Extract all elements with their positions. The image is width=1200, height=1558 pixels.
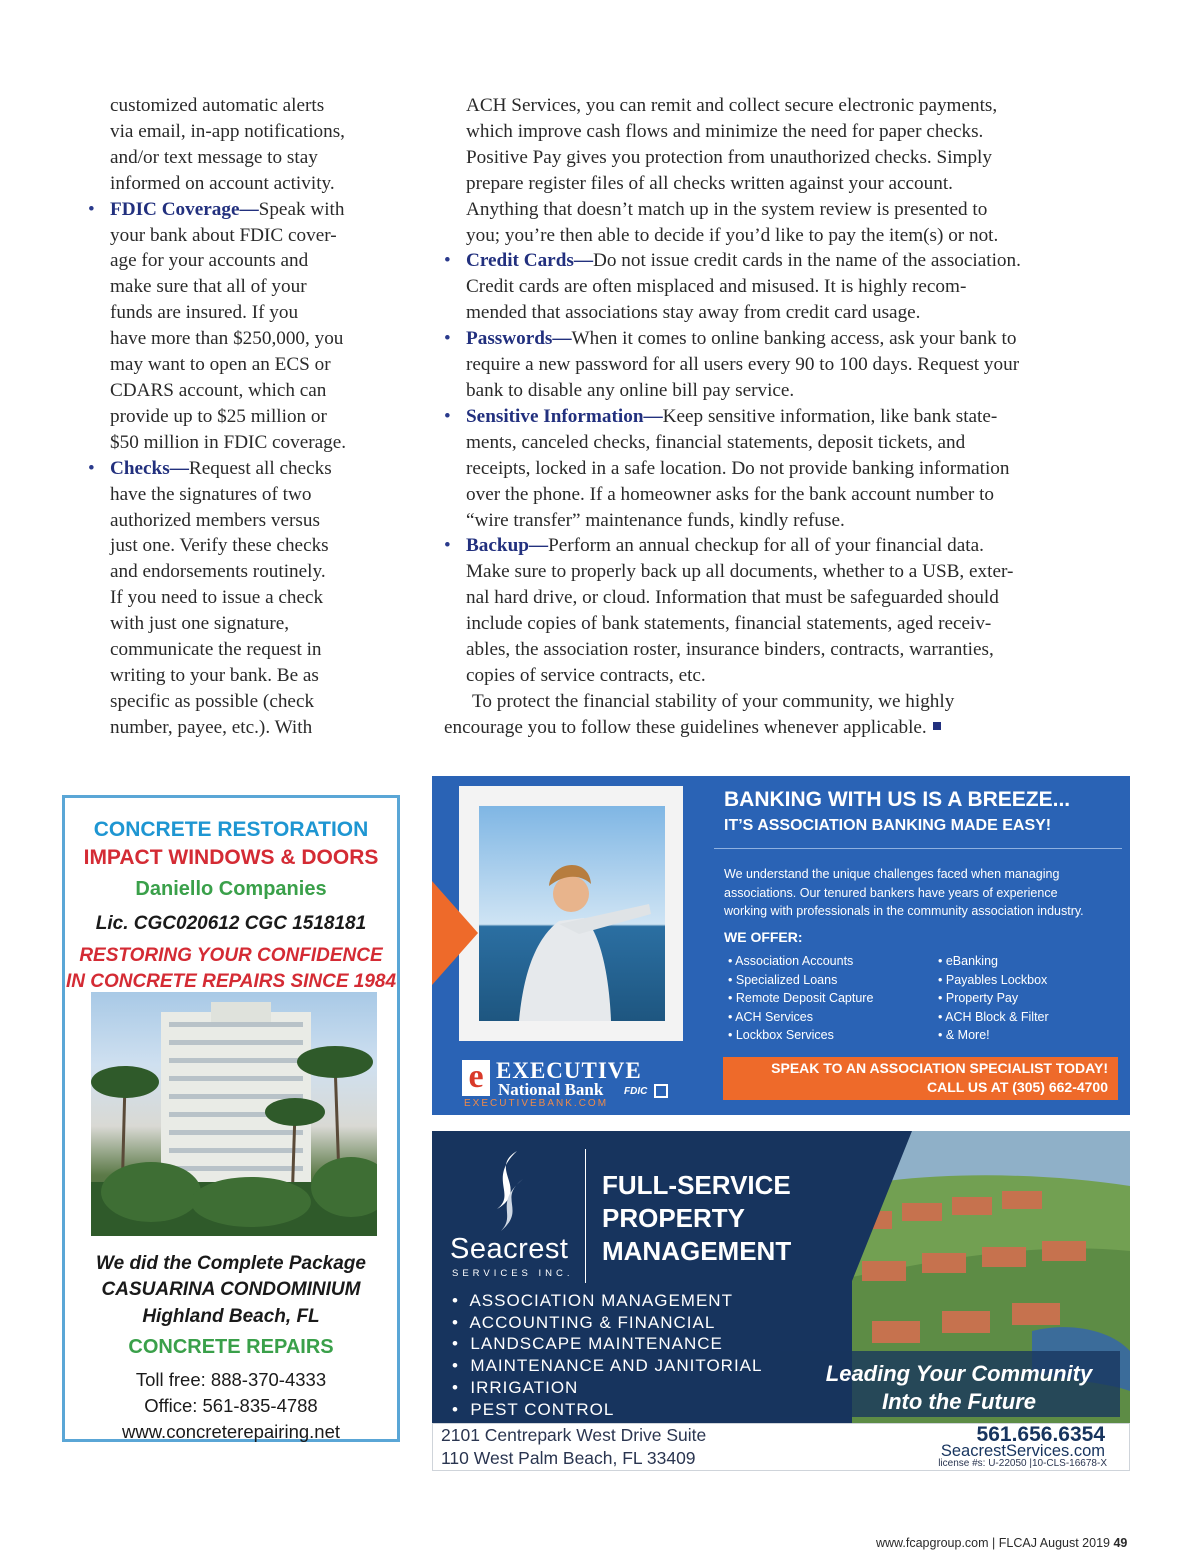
- text-line: have more than $250,000, you: [110, 328, 344, 350]
- seacrest-phone[interactable]: 561.656.6354: [976, 1423, 1105, 1446]
- slogan-line: Leading Your Community: [825, 1361, 1093, 1386]
- text-line: bank to disable any online bill pay service.: [466, 379, 795, 401]
- cta-line: SPEAK TO AN ASSOCIATION SPECIALIST TODAY!: [771, 1060, 1108, 1076]
- text-line: writing to your bank. Be as: [110, 664, 319, 686]
- ad-line: IMPACT WINDOWS & DOORS: [83, 846, 379, 869]
- offer-text: Remote Deposit Capture: [735, 991, 874, 1005]
- text-line: prepare register files of all checks written against your account.: [466, 172, 953, 194]
- divider: [714, 848, 1122, 849]
- woman-illustration: [479, 806, 665, 1021]
- orange-arrow-icon: [432, 881, 478, 985]
- text-line: If you need to issue a check: [110, 587, 324, 609]
- ad-line: CONCRETE RESTORATION: [93, 818, 369, 841]
- ad-line: CASUARINA CONDOMINIUM: [101, 1279, 361, 1300]
- text-line: specific as possible (check: [110, 690, 315, 712]
- woman-photo: [479, 806, 665, 1021]
- offer-item: • ACH Block & Filter: [938, 1009, 1049, 1024]
- seacrest-logo-icon: [487, 1149, 531, 1233]
- text-line: number, payee, etc.). With: [110, 716, 313, 738]
- service-item: • PEST CONTROL: [452, 1399, 615, 1419]
- text-line: just one. Verify these checks: [110, 535, 329, 557]
- bank-headline: BANKING WITH US IS A BREEZE...: [724, 788, 1071, 811]
- text-line: with just one signature,: [110, 613, 290, 635]
- ad-executive-bank[interactable]: [432, 776, 1130, 1115]
- services-list: [452, 1290, 762, 1420]
- call-to-action-banner[interactable]: [723, 1057, 1118, 1100]
- license-text: Lic. CGC020612 CGC 1518181: [95, 913, 367, 934]
- ad-line: CONCRETE REPAIRS: [128, 1336, 334, 1358]
- footer-separator: |: [992, 1536, 999, 1550]
- text-line: customized automatic alerts: [110, 95, 325, 116]
- tagline: RESTORING YOUR CONFIDENCE: [79, 945, 383, 966]
- bank-website[interactable]: EXECUTIVEBANK.COM: [464, 1098, 609, 1109]
- address-line: 110 West Palm Beach, FL 33409: [441, 1448, 696, 1468]
- service-text: PEST CONTROL: [470, 1399, 615, 1419]
- offer-item: • Association Accounts: [728, 954, 854, 968]
- text-line: receipts, locked in a safe location. Do not provide banking information: [466, 457, 1010, 479]
- offer-item: • eBanking: [938, 954, 998, 968]
- text-line: mended that associations stay away from credit card usage.: [466, 302, 921, 324]
- bullet-icon: •: [88, 457, 95, 479]
- service-text: ACCOUNTING & FINANCIAL: [469, 1312, 716, 1332]
- text-line: Credit cards are often misplaced and misused. It is highly recom-: [466, 276, 967, 298]
- ad-line: We did the Complete Package: [96, 1253, 366, 1274]
- text-line: Anything that doesn’t match up in the system review is presented to: [466, 198, 988, 220]
- seacrest-headline: [602, 1169, 791, 1268]
- text-line: you; you’re then able to decide if you’d like to pay the item(s) or not.: [466, 224, 999, 246]
- text-line: funds are insured. If you: [110, 302, 299, 324]
- article-column-right: [444, 93, 1094, 741]
- text-line: which improve cash flows and minimize the need for paper checks.: [466, 120, 984, 142]
- seacrest-brand: Seacrest: [450, 1233, 569, 1265]
- text-line: include copies of bank statements, financial statements, aged receiv-: [466, 613, 992, 635]
- headline-line: FULL-SERVICE: [602, 1170, 791, 1200]
- toll-free-phone[interactable]: Toll free: 888-370-4333: [135, 1369, 327, 1390]
- bullet-icon: •: [444, 250, 451, 272]
- text-line: ments, canceled checks, financial statements, deposit tickets, and: [466, 431, 966, 453]
- closing-line: [444, 715, 1094, 741]
- bullet-icon: •: [88, 198, 95, 220]
- service-item: • LANDSCAPE MAINTENANCE: [452, 1334, 723, 1354]
- page-number: 49: [1113, 1536, 1128, 1550]
- equal-housing-icon: [654, 1084, 668, 1098]
- bullet-term: Sensitive Information—: [466, 405, 663, 427]
- service-item: • IRRIGATION: [452, 1377, 579, 1397]
- bullet-item-passwords: [444, 326, 1094, 352]
- text-line: Request all checks: [188, 457, 332, 479]
- bank-intro: We understand the unique challenges faced when managing: [724, 867, 1060, 881]
- text-line: and endorsements routinely.: [110, 561, 326, 583]
- offer-item: • Lockbox Services: [728, 1028, 834, 1042]
- offer-item: • Specialized Loans: [728, 972, 838, 987]
- bullet-icon: •: [444, 535, 451, 557]
- text-line: informed on account activity.: [110, 172, 335, 194]
- footer-site[interactable]: www.fcapgroup.com: [876, 1536, 989, 1550]
- text-line: age for your accounts and: [110, 250, 309, 272]
- text-line: When it comes to online banking access, ask your bank to: [571, 328, 1017, 350]
- closing-line: To protect the financial stability of your community, we highly: [472, 690, 955, 712]
- bullet-item-backup: [444, 533, 1094, 559]
- offer-item: • Payables Lockbox: [938, 972, 1048, 987]
- text-line: CDARS account, which can: [110, 379, 327, 401]
- offer-item: • Remote Deposit Capture: [728, 991, 874, 1005]
- bank-logo-sub: National Bank: [498, 1080, 604, 1099]
- bullet-term: Backup—: [466, 535, 549, 557]
- offer-item: • & More!: [938, 1028, 990, 1042]
- website-link[interactable]: www.concreterepairing.net: [122, 1421, 340, 1442]
- offer-text: ACH Services: [735, 1009, 813, 1024]
- bank-subheadline: IT’S ASSOCIATION BANKING MADE EASY!: [724, 817, 1052, 834]
- ad-concrete-restoration[interactable]: [62, 795, 400, 1442]
- footer-date: August 2019: [1039, 1536, 1110, 1550]
- bullet-item-checks: [88, 456, 388, 482]
- text-line: Do not issue credit cards in the name of the association.: [593, 250, 1021, 272]
- service-item: • MAINTENANCE AND JANITORIAL: [452, 1356, 763, 1376]
- offer-item: • ACH Services: [728, 1009, 813, 1024]
- offer-text: & More!: [945, 1028, 990, 1042]
- bullet-term: Passwords—: [466, 328, 572, 350]
- text-line: Perform an annual checkup for all of your financial data.: [548, 535, 984, 557]
- bullet-icon: •: [444, 405, 451, 427]
- offer-text: Property Pay: [945, 991, 1019, 1005]
- ad-line: Highland Beach, FL: [142, 1306, 320, 1327]
- offer-text: eBanking: [945, 954, 998, 968]
- headline-line: MANAGEMENT: [602, 1236, 792, 1266]
- condominium-illustration: [91, 992, 377, 1236]
- bank-logo-name: EXECUTIVE: [496, 1058, 642, 1083]
- service-text: MAINTENANCE AND JANITORIAL: [470, 1356, 763, 1376]
- text-line: your bank about FDIC cover-: [110, 224, 337, 246]
- offer-text: Lockbox Services: [735, 1028, 834, 1042]
- divider: [585, 1149, 586, 1283]
- closing-text: encourage you to follow these guidelines whenever applicable.: [444, 716, 927, 738]
- text-line: have the signatures of two: [110, 483, 312, 505]
- headline-line: PROPERTY: [602, 1203, 746, 1233]
- bullet-term: FDIC Coverage—: [110, 198, 259, 220]
- service-text: LANDSCAPE MAINTENANCE: [470, 1334, 723, 1354]
- bullet-term: Credit Cards—: [466, 250, 594, 272]
- condominium-photo: [91, 992, 377, 1236]
- offer-item: • Property Pay: [938, 991, 1019, 1005]
- office-phone[interactable]: Office: 561-835-4788: [144, 1395, 318, 1416]
- fdic-logo: FDIC: [624, 1086, 648, 1097]
- text-line: ables, the association roster, insurance binders, contracts, warranties,: [466, 639, 994, 661]
- address-line: 2101 Centrepark West Drive Suite: [441, 1425, 707, 1445]
- ad-seacrest-services[interactable]: [432, 1131, 1130, 1423]
- text-line: require a new password for all users every 90 to 100 days. Request your: [466, 354, 1020, 376]
- offer-text: Association Accounts: [735, 954, 854, 968]
- text-line: Make sure to properly back up all documents, whether to a USB, exter-: [466, 561, 1014, 583]
- text-line: copies of service contracts, etc.: [466, 664, 706, 686]
- end-mark-icon: [933, 722, 941, 730]
- service-text: IRRIGATION: [470, 1377, 579, 1397]
- license-text: license #s: U-22050 |10-CLS-16678-X: [938, 1458, 1107, 1469]
- page-footer: [876, 1536, 1127, 1550]
- cta-phone[interactable]: CALL US AT (305) 662-4700: [926, 1079, 1108, 1095]
- text-line: make sure that all of your: [110, 276, 307, 298]
- offer-text: Payables Lockbox: [945, 972, 1048, 987]
- bullet-item-fdic: [88, 197, 388, 223]
- service-item: • ASSOCIATION MANAGEMENT: [452, 1291, 733, 1310]
- company-name: Daniello Companies: [135, 878, 327, 900]
- tagline: IN CONCRETE REPAIRS SINCE 1984: [65, 971, 397, 992]
- text-line: Positive Pay gives you protection from unauthorized checks. Simply: [466, 146, 992, 168]
- service-text: ASSOCIATION MANAGEMENT: [469, 1291, 733, 1310]
- bullet-item-credit-cards: [444, 248, 1094, 274]
- seacrest-website[interactable]: SeacrestServices.com: [940, 1442, 1105, 1460]
- footer-publication: FLCAJ: [998, 1536, 1037, 1550]
- bullet-item-sensitive-information: [444, 404, 1094, 430]
- offers-list-left: [728, 952, 873, 1045]
- text-line: Speak with: [258, 198, 345, 220]
- offer-text: ACH Block & Filter: [945, 1009, 1049, 1024]
- slogan-line: Into the Future: [882, 1389, 1036, 1414]
- text-line: over the phone. If a homeowner asks for the bank account number to: [466, 483, 995, 505]
- seacrest-brand-sub: SERVICES INC.: [452, 1268, 574, 1279]
- bullet-icon: •: [444, 328, 451, 350]
- panel-edge: [852, 1131, 912, 1281]
- text-line: ACH Services, you can remit and collect secure electronic payments,: [466, 95, 998, 116]
- text-line: and/or text message to stay: [110, 146, 318, 168]
- text-line: may want to open an ECS or: [110, 354, 331, 376]
- text-line: Keep sensitive information, like bank state-: [662, 405, 998, 427]
- text-line: provide up to $25 million or: [110, 405, 327, 427]
- text-line: via email, in-app notifications,: [110, 120, 345, 142]
- bank-intro: working with professionals in the community association industry.: [724, 904, 1084, 918]
- offers-list-right: [938, 952, 1049, 1045]
- text-line: $50 million in FDIC coverage.: [110, 431, 347, 453]
- service-item: • ACCOUNTING & FINANCIAL: [452, 1312, 716, 1332]
- address: [441, 1424, 706, 1470]
- bank-intro: associations. Our tenured bankers have years of experience: [724, 886, 1058, 900]
- bullet-term: Checks—: [110, 457, 189, 479]
- text-line: “wire transfer” maintenance funds, kindly refuse.: [466, 509, 845, 531]
- article-column-left: [88, 93, 388, 741]
- text-line: communicate the request in: [110, 639, 322, 661]
- bank-logo-icon: e: [462, 1060, 490, 1096]
- seacrest-contact-bar: [432, 1423, 1130, 1471]
- offer-label: WE OFFER:: [724, 929, 803, 945]
- text-line: nal hard drive, or cloud. Information that must be safeguarded should: [466, 587, 999, 609]
- offer-text: Specialized Loans: [735, 972, 838, 987]
- text-line: authorized members versus: [110, 509, 320, 531]
